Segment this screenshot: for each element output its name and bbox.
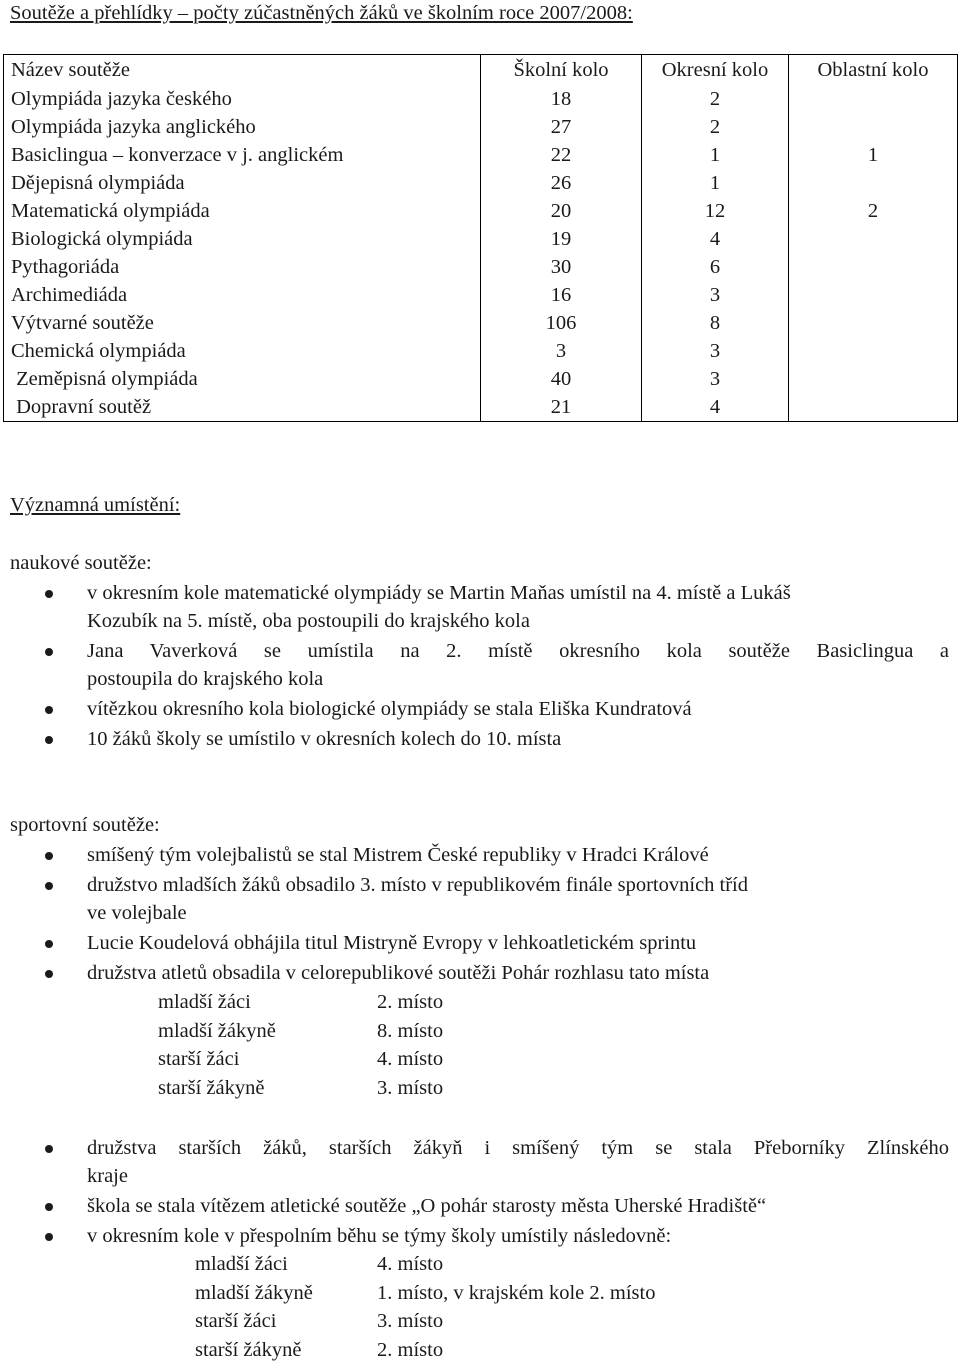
- academic-item-2-line-1: Jana Vaverková se umístila na 2. místě okresního kola soutěže Basiclingua a: [87, 640, 949, 662]
- academic-item-1-line-1: v okresním kole matematické olympiády se Martin Maňas umístil na 4. místě a Lukáš: [87, 582, 791, 604]
- pohar-place: 8. místo: [377, 1020, 444, 1042]
- table-row: [4, 365, 958, 393]
- competition-name: Zeměpisná olympiáda: [4, 365, 481, 393]
- table-row: [4, 309, 958, 337]
- competition-name: Pythagoriáda: [4, 253, 481, 281]
- header-school-round: Školní kolo: [481, 55, 642, 86]
- table-row: [4, 113, 958, 141]
- bullet-icon: [45, 706, 53, 714]
- district-count: 2: [642, 85, 789, 113]
- header-regional-round: Oblastní kolo: [789, 55, 958, 86]
- table-row: [4, 393, 958, 422]
- table-row: [4, 197, 958, 225]
- school-count: 18: [481, 85, 642, 113]
- district-count: 8: [642, 309, 789, 337]
- presp-place: 4. místo: [377, 1253, 444, 1275]
- school-count: 106: [481, 309, 642, 337]
- competition-name: Olympiáda jazyka českého: [4, 85, 481, 113]
- school-count: 30: [481, 253, 642, 281]
- presp-place: 2. místo: [377, 1339, 444, 1361]
- bullet-icon: [45, 648, 53, 656]
- academic-heading: naukové soutěže:: [10, 552, 152, 574]
- district-count: 1: [642, 169, 789, 197]
- table-header-row: [4, 55, 958, 86]
- sports-item-6: škola se stala vítězem atletické soutěže „O pohár starosty města Uherské Hradiště“: [87, 1195, 767, 1217]
- regional-count: [789, 309, 958, 337]
- placements-heading: Významná umístění:: [10, 494, 181, 516]
- district-count: 4: [642, 393, 789, 422]
- school-count: 40: [481, 365, 642, 393]
- sports-item-4: družstva atletů obsadila v celorepublikové soutěži Pohár rozhlasu tato místa: [87, 962, 710, 984]
- school-count: 27: [481, 113, 642, 141]
- presp-category: mladší žáci: [195, 1253, 288, 1275]
- table-row: [4, 337, 958, 365]
- header-district-round: Okresní kolo: [642, 55, 789, 86]
- sports-item-7: v okresním kole v přespolním běhu se týmy školy umístily následovně:: [87, 1225, 672, 1247]
- regional-count: [789, 169, 958, 197]
- presp-category: starší žáci: [195, 1310, 277, 1332]
- sports-item-2-line-2: ve volejbale: [87, 902, 187, 924]
- pohar-place: 3. místo: [377, 1077, 444, 1099]
- academic-item-4: 10 žáků školy se umístilo v okresních kolech do 10. místa: [87, 728, 562, 750]
- table-row: [4, 85, 958, 113]
- district-count: 6: [642, 253, 789, 281]
- presp-category: starší žákyně: [195, 1339, 302, 1361]
- competition-name: Olympiáda jazyka anglického: [4, 113, 481, 141]
- school-count: 22: [481, 141, 642, 169]
- bullet-icon: [45, 1233, 53, 1241]
- academic-item-2-line-2: postoupila do krajského kola: [87, 668, 324, 690]
- sports-item-2-line-1: družstvo mladších žáků obsadilo 3. místo v republikovém finále sportovních tříd: [87, 874, 749, 896]
- bullet-icon: [45, 940, 53, 948]
- regional-count: [789, 337, 958, 365]
- regional-count: [789, 253, 958, 281]
- header-name: Název soutěže: [4, 55, 481, 86]
- competition-name: Dějepisná olympiáda: [4, 169, 481, 197]
- presp-place: 3. místo: [377, 1310, 444, 1332]
- table-row: [4, 253, 958, 281]
- district-count: 1: [642, 141, 789, 169]
- district-count: 4: [642, 225, 789, 253]
- pohar-place: 2. místo: [377, 991, 444, 1013]
- competition-name: Výtvarné soutěže: [4, 309, 481, 337]
- regional-count: 2: [789, 197, 958, 225]
- table-row: [4, 281, 958, 309]
- sports-item-5-line-2: kraje: [87, 1165, 128, 1187]
- bullet-icon: [45, 970, 53, 978]
- regional-count: 1: [789, 141, 958, 169]
- bullet-icon: [45, 852, 53, 860]
- presp-category: mladší žákyně: [195, 1282, 313, 1304]
- table-row: [4, 141, 958, 169]
- competition-name: Archimediáda: [4, 281, 481, 309]
- competition-name: Matematická olympiáda: [4, 197, 481, 225]
- pohar-category: mladší žákyně: [158, 1020, 276, 1042]
- sports-item-1: smíšený tým volejbalistů se stal Mistrem České republiky v Hradci Králové: [87, 844, 709, 866]
- sports-item-3: Lucie Koudelová obhájila titul Mistryně Evropy v lehkoatletickém sprintu: [87, 932, 697, 954]
- competition-name: Basiclingua – konverzace v j. anglickém: [4, 141, 481, 169]
- district-count: 3: [642, 281, 789, 309]
- pohar-category: starší žákyně: [158, 1077, 265, 1099]
- sports-heading: sportovní soutěže:: [10, 814, 160, 836]
- school-count: 26: [481, 169, 642, 197]
- table-row: [4, 169, 958, 197]
- competitions-table: [3, 54, 958, 422]
- competition-name: Chemická olympiáda: [4, 337, 481, 365]
- presp-place: 1. místo, v krajském kole 2. místo: [377, 1282, 656, 1304]
- district-count: 12: [642, 197, 789, 225]
- regional-count: [789, 85, 958, 113]
- school-count: 16: [481, 281, 642, 309]
- sports-item-5-line-1: družstva starších žáků, starších žákyň i smíšený tým se stala Přeborníky Zlínského: [87, 1137, 949, 1159]
- bullet-icon: [45, 736, 53, 744]
- regional-count: [789, 281, 958, 309]
- district-count: 2: [642, 113, 789, 141]
- pohar-place: 4. místo: [377, 1048, 444, 1070]
- table-row: [4, 225, 958, 253]
- bullet-icon: [45, 882, 53, 890]
- pohar-category: starší žáci: [158, 1048, 240, 1070]
- regional-count: [789, 393, 958, 422]
- district-count: 3: [642, 365, 789, 393]
- bullet-icon: [45, 1145, 53, 1153]
- regional-count: [789, 365, 958, 393]
- school-count: 20: [481, 197, 642, 225]
- pohar-category: mladší žáci: [158, 991, 251, 1013]
- school-count: 21: [481, 393, 642, 422]
- school-count: 19: [481, 225, 642, 253]
- document-title: Soutěže a přehlídky – počty zúčastněných žáků ve školním roce 2007/2008:: [10, 2, 633, 24]
- district-count: 3: [642, 337, 789, 365]
- regional-count: [789, 225, 958, 253]
- academic-item-1-line-2: Kozubík na 5. místě, oba postoupili do krajského kola: [87, 610, 530, 632]
- regional-count: [789, 113, 958, 141]
- academic-item-3: vítězkou okresního kola biologické olympiády se stala Eliška Kundratová: [87, 698, 692, 720]
- bullet-icon: [45, 1203, 53, 1211]
- competition-name: Biologická olympiáda: [4, 225, 481, 253]
- bullet-icon: [45, 590, 53, 598]
- competition-name: Dopravní soutěž: [4, 393, 481, 422]
- school-count: 3: [481, 337, 642, 365]
